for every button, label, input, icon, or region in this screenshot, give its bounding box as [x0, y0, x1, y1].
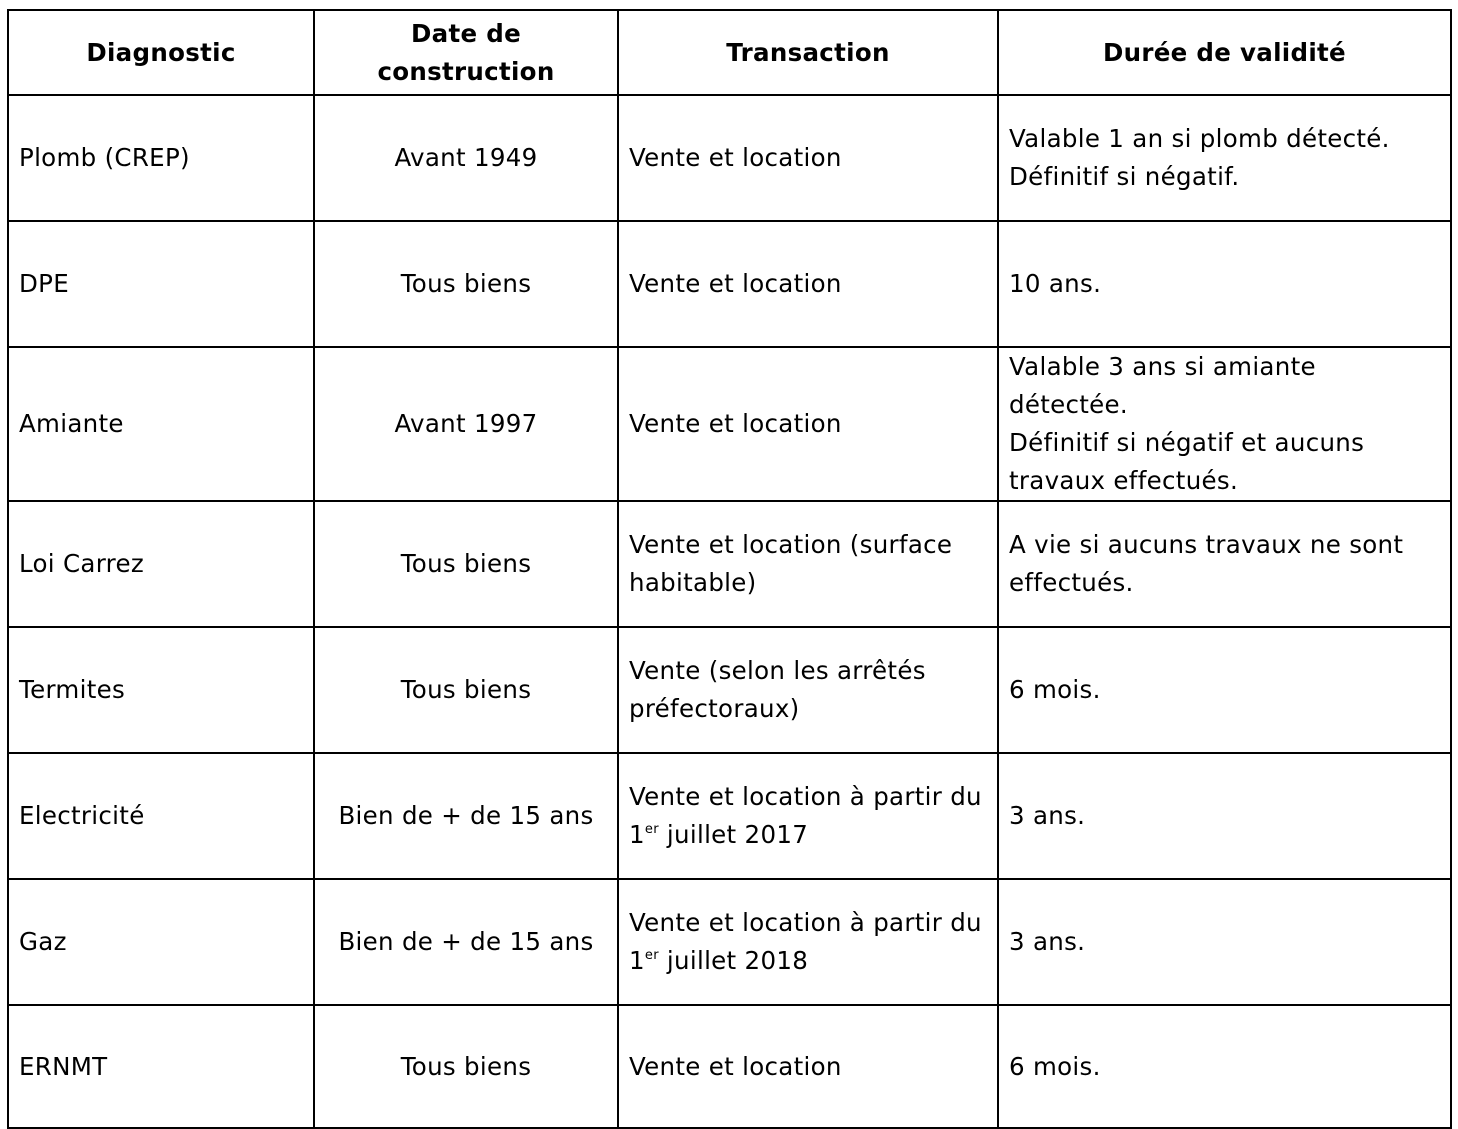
cell-construction: Tous biens	[314, 501, 618, 627]
cell-transaction: Vente et location	[618, 95, 998, 221]
cell-transaction: Vente et location	[618, 347, 998, 501]
cell-transaction	[618, 501, 998, 627]
transaction-line: Vente (selon les arrêtés	[629, 656, 926, 685]
transaction-date-rest: juillet 2018	[658, 946, 809, 975]
cell-transaction	[618, 627, 998, 753]
validite-line: 6 mois.	[1009, 675, 1101, 704]
transaction-ordinal: er	[644, 822, 659, 837]
table-row	[8, 501, 1451, 627]
transaction-line: habitable)	[629, 568, 757, 597]
cell-construction: Avant 1997	[314, 347, 618, 501]
validite-line: 3 ans.	[1009, 801, 1086, 830]
table-header-row	[8, 10, 1451, 95]
validite-line: 10 ans.	[1009, 269, 1102, 298]
table-row	[8, 347, 1451, 501]
transaction-day: 1	[629, 946, 645, 975]
cell-validite	[998, 221, 1451, 347]
header-date-construction: Date de construction	[314, 10, 618, 95]
validite-line: A vie si aucuns travaux ne sont	[1009, 530, 1404, 559]
transaction-date-line	[629, 942, 987, 980]
header-duree-validite: Durée de validité	[998, 10, 1451, 95]
cell-transaction	[618, 753, 998, 879]
cell-transaction: Vente et location	[618, 1005, 998, 1128]
header-transaction: Transaction	[618, 10, 998, 95]
cell-diagnostic: ERNMT	[8, 1005, 314, 1128]
cell-validite	[998, 347, 1451, 501]
transaction-date-rest: juillet 2017	[658, 820, 809, 849]
validite-line: Définitif si négatif et aucuns	[1009, 428, 1365, 457]
validite-line: Définitif si négatif.	[1009, 162, 1240, 191]
validite-line: Valable 1 an si plomb détecté.	[1009, 124, 1390, 153]
table-row	[8, 1005, 1451, 1128]
diagnostics-table	[7, 9, 1452, 1129]
validite-line: effectués.	[1009, 568, 1134, 597]
cell-diagnostic: Loi Carrez	[8, 501, 314, 627]
transaction-day: 1	[629, 820, 645, 849]
cell-diagnostic: Electricité	[8, 753, 314, 879]
cell-construction: Tous biens	[314, 221, 618, 347]
table-row	[8, 753, 1451, 879]
cell-diagnostic: Amiante	[8, 347, 314, 501]
cell-diagnostic: DPE	[8, 221, 314, 347]
table-row	[8, 879, 1451, 1005]
cell-diagnostic: Termites	[8, 627, 314, 753]
cell-validite	[998, 1005, 1451, 1128]
cell-validite	[998, 753, 1451, 879]
transaction-ordinal: er	[644, 948, 659, 963]
header-diagnostic: Diagnostic	[8, 10, 314, 95]
transaction-date-line	[629, 816, 987, 854]
table-row	[8, 221, 1451, 347]
table-row	[8, 95, 1451, 221]
cell-validite	[998, 95, 1451, 221]
cell-construction: Avant 1949	[314, 95, 618, 221]
validite-line: 3 ans.	[1009, 927, 1086, 956]
cell-diagnostic: Plomb (CREP)	[8, 95, 314, 221]
cell-validite	[998, 627, 1451, 753]
validite-line: Valable 3 ans si amiante détectée.	[1009, 352, 1316, 419]
transaction-line: Vente et location à partir du	[629, 782, 982, 811]
validite-line: travaux effectués.	[1009, 466, 1239, 495]
table-row	[8, 627, 1451, 753]
validite-line: 6 mois.	[1009, 1051, 1101, 1081]
cell-construction: Bien de + de 15 ans	[314, 753, 618, 879]
cell-diagnostic: Gaz	[8, 879, 314, 1005]
cell-construction: Tous biens	[314, 627, 618, 753]
cell-transaction: Vente et location	[618, 221, 998, 347]
transaction-line: préfectoraux)	[629, 694, 800, 723]
cell-transaction	[618, 879, 998, 1005]
cell-validite	[998, 879, 1451, 1005]
transaction-line: Vente et location à partir du	[629, 908, 982, 937]
transaction-line: Vente et location (surface	[629, 530, 953, 559]
cell-validite	[998, 501, 1451, 627]
cell-construction: Tous biens	[314, 1005, 618, 1128]
cell-construction: Bien de + de 15 ans	[314, 879, 618, 1005]
